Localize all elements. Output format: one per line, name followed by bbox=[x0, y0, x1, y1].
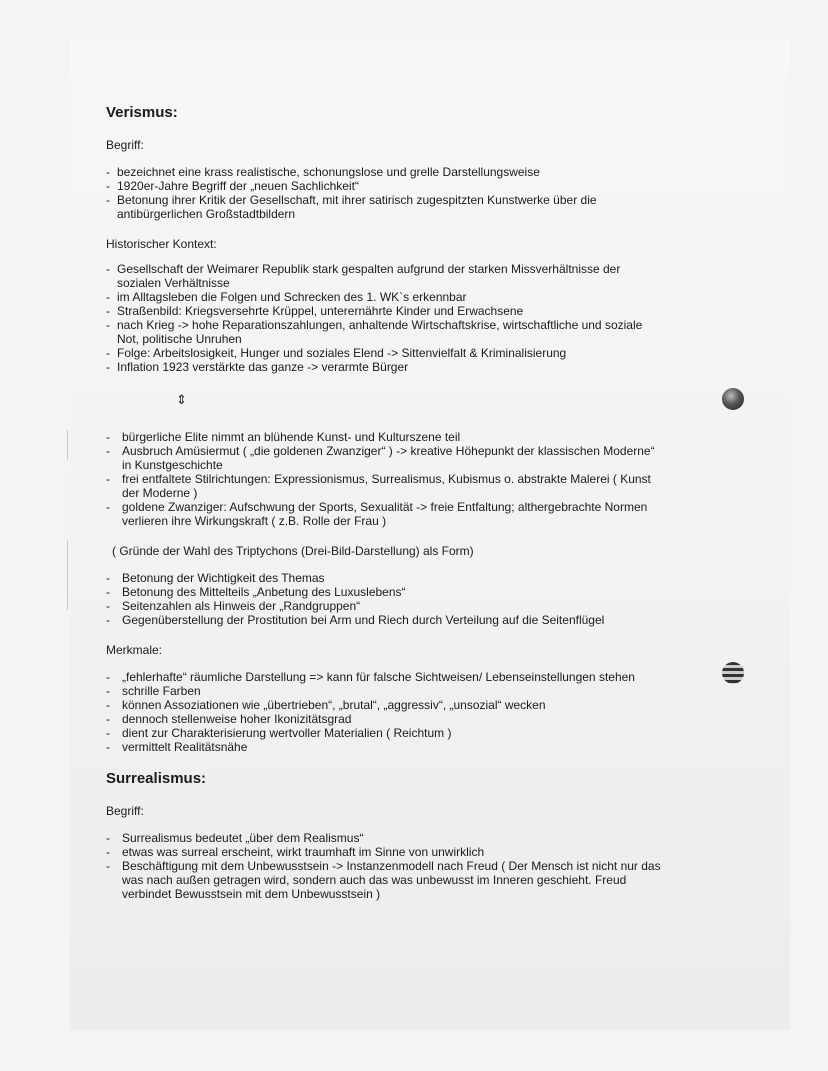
list-item: - 1920er-Jahre Begriff der „neuen Sachlichkeit“ bbox=[106, 179, 666, 193]
list-item: - „fehlerhafte“ räumliche Darstellung => kann für falsche Sichtweisen/ Lebenseinstellungen stehen bbox=[106, 670, 666, 684]
list-begriff-verismus bbox=[106, 165, 666, 221]
list-item: - goldene Zwanziger: Aufschwung der Sports, Sexualität -> freie Entfaltung; althergebrachte Normen verlieren ihre Wirkungskraft ( z.B. Rolle der Frau ) bbox=[106, 500, 666, 528]
list-begriff-surrealismus bbox=[106, 831, 666, 901]
list-item: - Betonung ihrer Kritik der Gesellschaft, mit ihrer satirisch zugespitzten Kunstwerke über die antibürgerlichen Großstadtbildern bbox=[106, 193, 666, 221]
list-merkmale bbox=[106, 670, 666, 754]
section-title-surrealismus: Surrealismus: bbox=[106, 770, 207, 787]
triptychon-note: ( Gründe der Wahl des Triptychons (Drei-Bild-Darstellung) als Form) bbox=[112, 544, 474, 558]
list-item: - Gegenüberstellung der Prostitution bei Arm und Riech durch Verteilung auf die Seitenflügel bbox=[106, 613, 666, 627]
label-begriff-surrealismus: Begriff: bbox=[106, 804, 144, 818]
section-title-verismus: Verismus: bbox=[106, 104, 178, 121]
list-item: - Folge: Arbeitslosigkeit, Hunger und soziales Elend -> Sittenvielfalt & Kriminalisierung bbox=[106, 346, 666, 360]
list-item: - etwas was surreal erscheint, wirkt traumhaft im Sinne von unwirklich bbox=[106, 845, 666, 859]
list-item: - Beschäftigung mit dem Unbewusstsein -> Instanzenmodell nach Freud ( Der Mensch ist nicht nur das was nach außen getragen wird, sondern auch das was unbewusst im Inneren geschieht. Freud verbindet Bewusstsein mit dem Unbewusstsein ) bbox=[106, 859, 666, 901]
list-item: - vermittelt Realitätsnähe bbox=[106, 740, 666, 754]
list-item: - können Assoziationen wie „übertrieben“, „brutal“, „aggressiv“, „unsozial“ wecken bbox=[106, 698, 666, 712]
list-item: - Gesellschaft der Weimarer Republik stark gespalten aufgrund der starken Missverhältnisse der sozialen Verhältnisse bbox=[106, 262, 666, 290]
list-item: - schrille Farben bbox=[106, 684, 666, 698]
up-down-arrow-icon: ⇕ bbox=[176, 392, 187, 407]
list-item: - Betonung des Mittelteils „Anbetung des Luxuslebens“ bbox=[106, 585, 666, 599]
label-kontext: Historischer Kontext: bbox=[106, 237, 217, 251]
label-merkmale: Merkmale: bbox=[106, 643, 163, 657]
list-item: - Inflation 1923 verstärkte das ganze -> verarmte Bürger bbox=[106, 360, 666, 374]
list-triptychon bbox=[106, 571, 666, 627]
striped-ball-icon bbox=[722, 662, 744, 684]
margin-mark bbox=[67, 540, 68, 610]
list-item: - Ausbruch Amüsiermut ( „die goldenen Zwanziger“ ) -> kreative Höhepunkt der klassischen Moderne“ in Kunstgeschichte bbox=[106, 444, 666, 472]
list-item: - Surrealismus bedeutet „über dem Realismus“ bbox=[106, 831, 666, 845]
list-kontext bbox=[106, 262, 666, 374]
list-item: - dennoch stellenweise hoher Ikonizitätsgrad bbox=[106, 712, 666, 726]
list-item: - Seitenzahlen als Hinweis der „Randgruppen“ bbox=[106, 599, 666, 613]
label-begriff: Begriff: bbox=[106, 138, 144, 152]
list-item: - Betonung der Wichtigkeit des Themas bbox=[106, 571, 666, 585]
list-item: - Straßenbild: Kriegsversehrte Krüppel, unterernährte Kinder und Erwachsene bbox=[106, 304, 666, 318]
list-item: - bezeichnet eine krass realistische, schonungslose und grelle Darstellungsweise bbox=[106, 165, 666, 179]
margin-mark bbox=[67, 430, 68, 460]
list-item: - frei entfaltete Stilrichtungen: Expressionismus, Surrealismus, Kubismus o. abstrakte Malerei ( Kunst der Moderne ) bbox=[106, 472, 666, 500]
list-item: - dient zur Charakterisierung wertvoller Materialien ( Reichtum ) bbox=[106, 726, 666, 740]
list-item: - nach Krieg -> hohe Reparationszahlungen, anhaltende Wirtschaftskrise, wirtschaftliche und soziale Not, politische Unruhen bbox=[106, 318, 666, 346]
document-content bbox=[106, 104, 666, 901]
list-item: - bürgerliche Elite nimmt an blühende Kunst- und Kulturszene teil bbox=[106, 430, 666, 444]
list-kultur bbox=[106, 430, 666, 528]
list-item: - im Alltagsleben die Folgen und Schrecken des 1. WK`s erkennbar bbox=[106, 290, 666, 304]
